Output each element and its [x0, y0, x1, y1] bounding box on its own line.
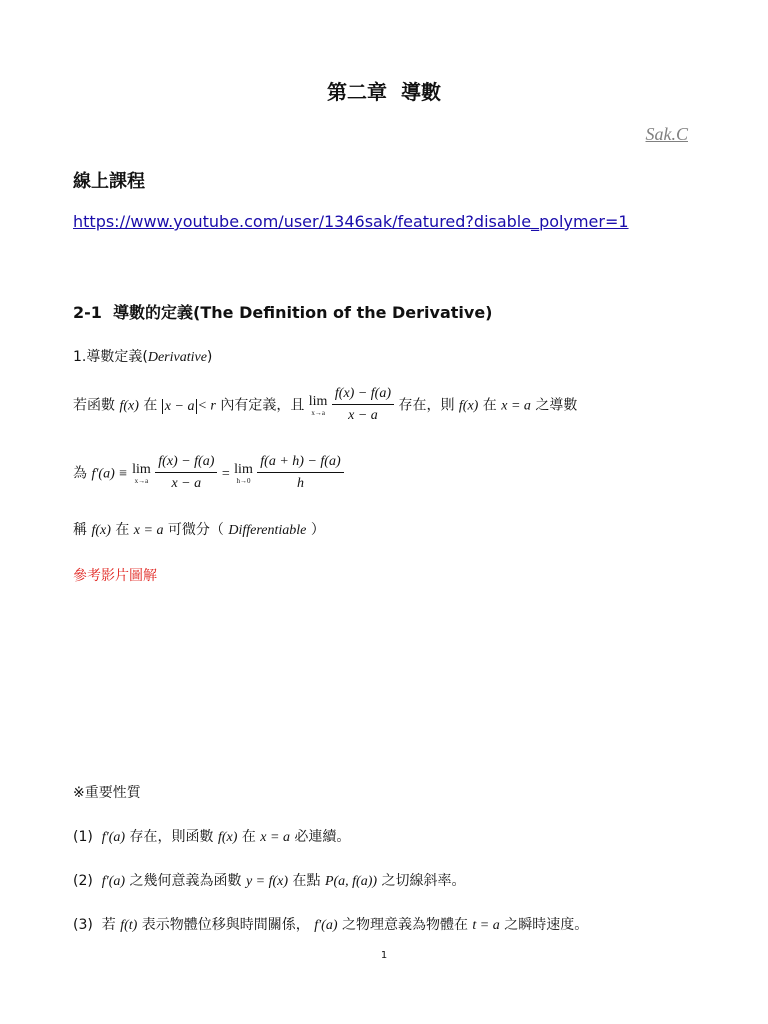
- p3-text-1: 稱: [73, 522, 87, 538]
- prop3-text-1: 表示物體位移與時間關係，: [141, 917, 310, 933]
- p2-lim1-word: lim: [132, 461, 151, 477]
- p2-numerator-1: f(x) − f(a): [155, 452, 217, 473]
- definition-close: ): [206, 349, 213, 365]
- p1-lim-sub: x→a: [311, 408, 325, 417]
- page-title: 第二章 導數: [327, 80, 441, 104]
- prop3-number: (3): [73, 917, 93, 933]
- p2-text-1: 為: [73, 465, 87, 482]
- prop2-number: (2): [73, 873, 93, 889]
- p2-limit-2: [234, 463, 253, 485]
- definition-paragraph: [73, 384, 577, 427]
- p3-xa: x = a: [133, 523, 164, 538]
- p2-lim1-sub: x→a: [134, 476, 149, 485]
- online-course-heading: 線上課程: [73, 171, 145, 192]
- p3-fx: f(x): [91, 523, 111, 538]
- prop1-number: (1): [73, 829, 93, 845]
- p1-text-6: 之導數: [535, 397, 578, 414]
- p1-text-1: 若函數: [73, 397, 115, 414]
- p2-fprime: f′(a) ≡: [91, 466, 128, 482]
- p2-lim2-word: lim: [234, 461, 253, 477]
- derivative-formula: [73, 452, 344, 495]
- property-2: [73, 870, 465, 890]
- p2-denominator-2: h: [296, 476, 304, 491]
- p1-denominator: x − a: [348, 408, 378, 423]
- prop2-text-1: 之幾何意義為函數: [129, 873, 242, 889]
- derivative-term: Derivative: [147, 350, 207, 365]
- p3-text-2: 在: [115, 522, 130, 538]
- prop1-fx: f(x): [217, 830, 238, 845]
- prop2-fprime: f′(a): [101, 874, 126, 889]
- differentiable-line: [73, 519, 325, 539]
- p2-denominator-1: x − a: [171, 476, 202, 491]
- prop3-text-0: 若: [101, 917, 116, 933]
- definition-label: [73, 346, 212, 366]
- p1-numerator: f(x) − f(a): [332, 384, 394, 405]
- prop1-text-3: 必連續。: [294, 829, 351, 845]
- prop2-point: P(a, f(a)): [324, 874, 378, 889]
- p1-abs-expr: x − a: [164, 398, 195, 414]
- section-title: 2-1 導數的定義(The Definition of the Derivative): [73, 303, 493, 322]
- definition-prefix: 1.導數定義(: [73, 349, 148, 365]
- p1-xa: x = a: [501, 398, 531, 414]
- p3-term: Differentiable: [228, 523, 307, 538]
- prop2-text-2: 在點: [292, 873, 321, 889]
- prop2-yfx: y = f(x): [245, 874, 289, 889]
- p1-fx-2: f(x): [458, 398, 479, 414]
- p2-fraction-1: [155, 452, 217, 495]
- p1-lt-r: < r: [197, 398, 216, 414]
- reference-video-link[interactable]: 參考影片圖解: [73, 568, 157, 584]
- p2-lim2-sub: h→0: [236, 476, 251, 485]
- prop3-ta: t = a: [472, 918, 500, 933]
- prop1-text-1: 存在，則函數: [129, 829, 214, 845]
- author-name: Sak.C: [645, 124, 688, 144]
- prop2-text-3: 之切線斜率。: [381, 873, 466, 889]
- p1-text-4: 存在，則: [398, 397, 455, 414]
- p1-text-2: 在: [143, 397, 158, 414]
- prop1-xa: x = a: [260, 830, 290, 845]
- p1-abs: [162, 399, 198, 414]
- prop3-fprime: f′(a): [314, 918, 338, 933]
- p3-text-4: ）: [310, 522, 325, 538]
- youtube-link[interactable]: https://www.youtube.com/user/1346sak/featured?disable_polymer=1: [73, 212, 629, 231]
- prop3-text-3: 之瞬時速度。: [504, 917, 589, 933]
- prop3-text-2: 之物理意義為物體在: [341, 917, 468, 933]
- p2-equals: =: [221, 466, 230, 482]
- prop1-fprime: f′(a): [101, 830, 126, 845]
- property-1: [73, 826, 350, 846]
- p2-fraction-2: [257, 452, 343, 495]
- page-number: 1: [380, 950, 388, 961]
- prop3-ft: f(t): [120, 918, 138, 933]
- p1-text-3: 內有定義，且: [220, 397, 305, 414]
- p1-lim-word: lim: [308, 393, 328, 409]
- p2-numerator-2: f(a + h) − f(a): [257, 452, 343, 473]
- p2-limit-1: [132, 463, 151, 485]
- p1-fraction: [332, 384, 394, 427]
- p3-text-3: 可微分（: [167, 522, 224, 538]
- property-3: [73, 914, 588, 934]
- p1-fx: f(x): [119, 398, 139, 414]
- p1-text-5: 在: [482, 397, 497, 414]
- properties-heading: ※重要性質: [73, 785, 141, 801]
- p1-limit: [309, 395, 328, 417]
- prop1-text-2: 在: [241, 829, 256, 845]
